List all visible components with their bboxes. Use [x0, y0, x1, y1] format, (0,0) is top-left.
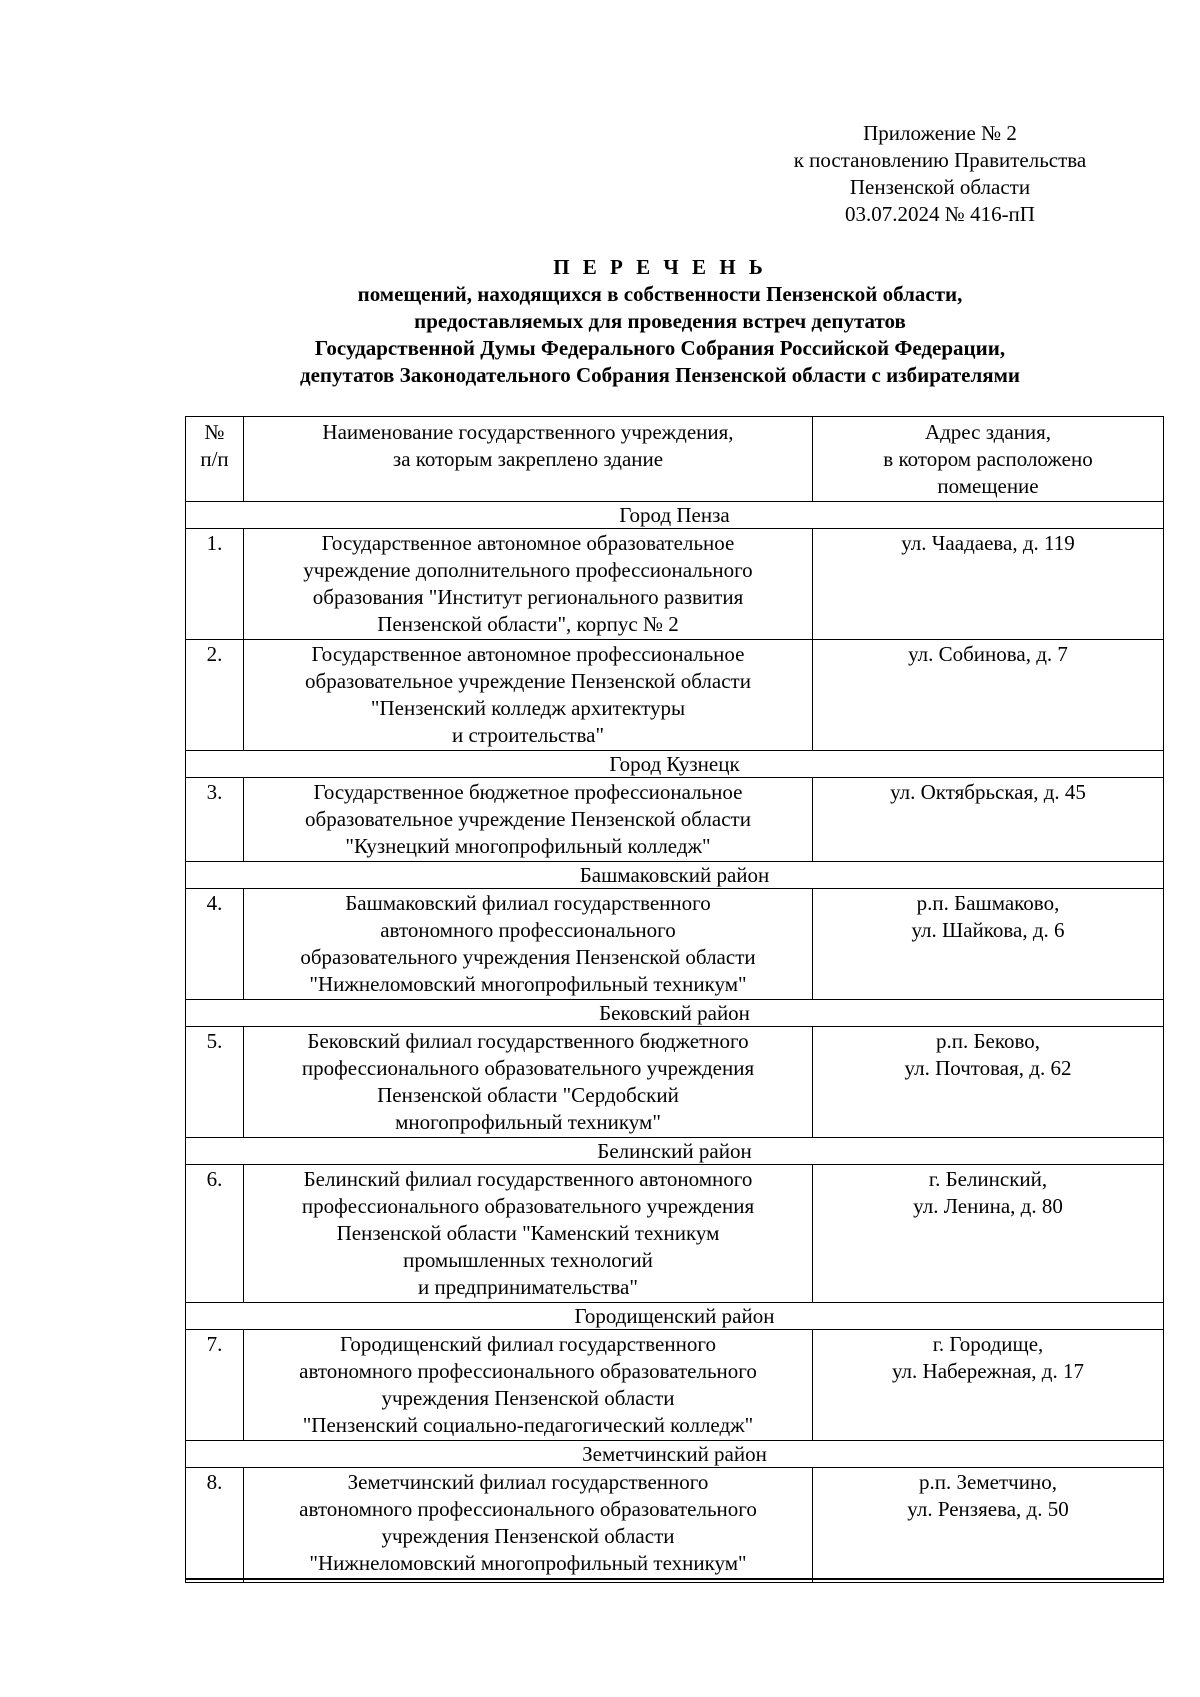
row-institution — [244, 1580, 813, 1583]
table-row — [186, 1027, 1164, 1138]
district-name: Белинский район — [186, 1138, 1164, 1165]
district-row — [186, 502, 1164, 529]
row-institution: Бековский филиал государственного бюджетного профессионального образовательного учреждения Пензенской области "Сердобский многопрофильный техникум" — [244, 1027, 813, 1138]
appendix-block — [770, 120, 1110, 228]
row-institution: Государственное автономное профессиональное образовательное учреждение Пензенской области "Пензенский колледж архитектуры и строительства" — [244, 640, 813, 751]
row-num: 7. — [186, 1330, 244, 1441]
table-row — [186, 1580, 1164, 1583]
district-name: Башмаковский район — [186, 862, 1164, 889]
row-institution: Земетчинский филиал государственного автономного профессионального образовательного учреждения Пензенской области "Нижнеломовский многопрофильный техникум" — [244, 1468, 813, 1579]
premises-table — [185, 416, 1164, 1583]
heading-line-4: депутатов Законодательного Собрания Пензенской области с избирателями — [299, 363, 1021, 387]
row-institution: Башмаковский филиал государственного автономного профессионального образовательного учреждения Пензенской области "Нижнеломовский многопрофильный техникум" — [244, 889, 813, 1000]
district-row — [186, 1441, 1164, 1468]
row-institution: Городищенский филиал государственного автономного профессионального образовательного учреждения Пензенской области "Пензенский социально-педагогический колледж" — [244, 1330, 813, 1441]
table-row — [186, 1165, 1164, 1303]
header-address: Адрес здания, в котором расположено помещение — [813, 417, 1164, 502]
row-institution: Государственное бюджетное профессиональное образовательное учреждение Пензенской области "Кузнецкий многопрофильный колледж" — [244, 778, 813, 862]
table-row — [186, 1330, 1164, 1441]
appendix-line-1: Приложение № 2 — [863, 121, 1017, 145]
table-header-row — [186, 417, 1164, 502]
row-address: р.п. Башмаково, ул. Шайкова, д. 6 — [813, 889, 1164, 1000]
table-row — [186, 889, 1164, 1000]
header-name: Наименование государственного учреждения, за которым закреплено здание — [244, 417, 813, 502]
heading-line-3: Государственной Думы Федерального Собрания Российской Федерации, — [314, 336, 1006, 360]
row-address: р.п. Земетчино, ул. Рензяева, д. 50 — [813, 1468, 1164, 1579]
row-institution: Белинский филиал государственного автономного профессионального образовательного учреждения Пензенской области "Каменский техникум промышленных технологий и предпринимательства" — [244, 1165, 813, 1303]
district-row — [186, 1303, 1164, 1330]
row-address: р.п. Беково, ул. Почтовая, д. 62 — [813, 1027, 1164, 1138]
table-body — [186, 502, 1164, 1583]
row-institution: Государственное автономное образовательное учреждение дополнительного профессионального образования "Институт регионального развития Пензенской области", корпус № 2 — [244, 529, 813, 640]
row-address: ул. Чаадаева, д. 119 — [813, 529, 1164, 640]
row-num — [186, 1580, 244, 1583]
district-row — [186, 1000, 1164, 1027]
district-name: Город Пенза — [186, 502, 1164, 529]
row-num: 4. — [186, 889, 244, 1000]
document-heading — [160, 254, 1160, 389]
appendix-line-2: к постановлению Правительства — [793, 148, 1087, 172]
row-num: 3. — [186, 778, 244, 862]
appendix-line-4: 03.07.2024 № 416-пП — [845, 202, 1035, 226]
row-address: г. Белинский, ул. Ленина, д. 80 — [813, 1165, 1164, 1303]
district-row — [186, 1138, 1164, 1165]
row-address — [813, 1580, 1164, 1583]
district-name: Город Кузнецк — [186, 751, 1164, 778]
table-row — [186, 640, 1164, 751]
heading-line-2: предоставляемых для проведения встреч депутатов — [414, 309, 906, 333]
row-address: ул. Собинова, д. 7 — [813, 640, 1164, 751]
row-address: ул. Октябрьская, д. 45 — [813, 778, 1164, 862]
row-num: 2. — [186, 640, 244, 751]
row-num: 6. — [186, 1165, 244, 1303]
row-address: г. Городище, ул. Набережная, д. 17 — [813, 1330, 1164, 1441]
row-num: 8. — [186, 1468, 244, 1579]
district-name: Бековский район — [186, 1000, 1164, 1027]
table-row — [186, 778, 1164, 862]
district-row — [186, 751, 1164, 778]
district-name: Городищенский район — [186, 1303, 1164, 1330]
table-row — [186, 1468, 1164, 1579]
table-row — [186, 529, 1164, 640]
district-row — [186, 862, 1164, 889]
appendix-line-3: Пензенской области — [849, 175, 1031, 199]
row-num: 1. — [186, 529, 244, 640]
row-num: 5. — [186, 1027, 244, 1138]
header-num: № п/п — [186, 417, 244, 502]
district-name: Земетчинский район — [186, 1441, 1164, 1468]
document-title: П Е Р Е Ч Е Н Ь — [553, 255, 767, 279]
heading-line-1: помещений, находящихся в собственности Пензенской области, — [357, 282, 963, 306]
